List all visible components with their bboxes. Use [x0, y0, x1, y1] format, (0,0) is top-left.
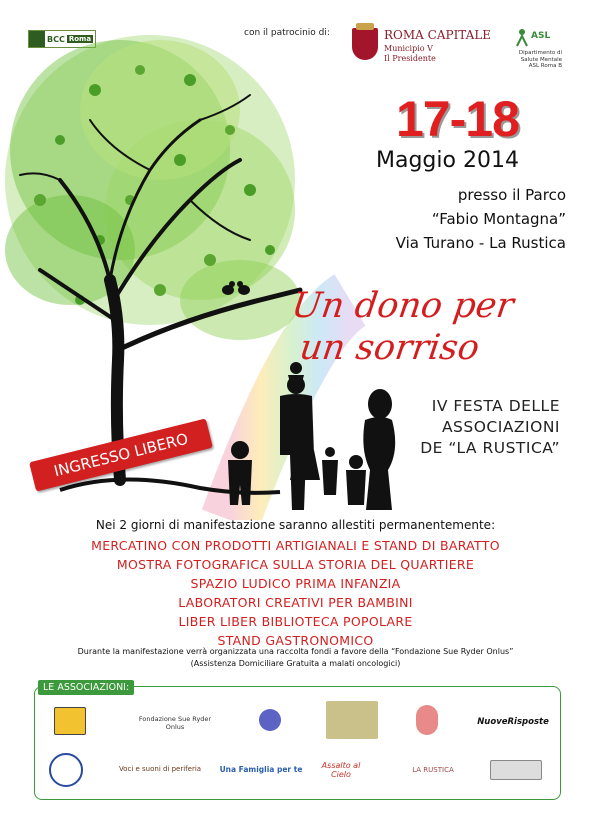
assoc-name: NuoveRisposte	[477, 717, 549, 727]
event-dates: 17-18	[396, 91, 519, 147]
roma-capitale-title: ROMA CAPITALE	[384, 28, 492, 42]
program-item: LIBER LIBER BIBLIOTECA POPOLARE	[178, 614, 413, 629]
program-list	[0, 536, 591, 650]
assoc-logo-7	[42, 750, 90, 790]
festa-line-2: ASSOCIAZIONI	[441, 418, 560, 436]
fundraising-note: Durante la manifestazione verrà organizzata una raccolta fondi a favore della “Fondazione Sue Ryder Onlus”	[77, 647, 514, 656]
program-item: SPAZIO LUDICO PRIMA INFANZIA	[190, 576, 401, 591]
assoc-logo-nuove-risposte	[477, 710, 549, 734]
assoc-name: Fondazione Sue Ryder Onlus	[138, 715, 212, 731]
asl-line-2: Salute Mentale	[520, 56, 562, 63]
program-item: MOSTRA FOTOGRAFICA SULLA STORIA DEL QUARTIERE	[116, 557, 475, 572]
tree-canopy	[5, 35, 300, 340]
event-place	[380, 183, 566, 255]
assoc-name: Una Famiglia per te	[219, 764, 303, 774]
title-line-2: un sorriso	[297, 328, 482, 368]
assoc-logo-una-famiglia	[218, 758, 304, 780]
program-item: MERCATINO CON PRODOTTI ARTIGIANALI E STAND DI BARATTO	[91, 538, 500, 553]
presidente-label: Il Presidente	[384, 54, 436, 63]
festa-line-1: IV FESTA DELLE	[431, 397, 560, 415]
assoc-logo-3	[240, 700, 300, 740]
program-lead: Nei 2 giorni di manifestazione saranno allestiti permanentemente:	[95, 518, 496, 532]
ingresso-libero-badge: INGRESSO LIBERO	[29, 418, 213, 491]
assoc-name: Assalto al Cielo	[321, 761, 361, 779]
place-line-1: presso il Parco	[457, 186, 566, 204]
assoc-name: Voci e suoni di periferia	[118, 765, 202, 773]
bcc-logo-text: BCC	[47, 34, 65, 44]
asl-line-3: ASL Roma B	[528, 63, 562, 69]
bcc-logo-text-roma: Roma	[68, 35, 92, 43]
place-line-3: Via Turano - La Rustica	[395, 234, 566, 252]
festa-heading	[350, 396, 560, 459]
asl-logo-text: ASL	[531, 31, 551, 41]
municipio-label: Municipio V	[384, 44, 433, 53]
patrocinio-label: con il patrocinio di:	[244, 28, 330, 38]
assoc-logo-assalto-cielo	[316, 750, 366, 790]
program-item: LABORATORI CREATIVI PER BAMBINI	[178, 595, 413, 610]
asl-line-1: Dipartimento di	[518, 50, 562, 56]
assoc-logo-voci-suoni	[112, 758, 208, 780]
assoc-logo-4	[324, 700, 380, 740]
fundraising-note-detail: (Assistenza Domiciliare Gratuita a malati oncologici)	[190, 659, 401, 668]
program-item: STAND GASTRONOMICO	[217, 633, 374, 648]
title-line-1: Un dono per	[289, 286, 517, 326]
assoc-logo-12	[486, 752, 546, 788]
assoc-name: LA RUSTICA	[412, 766, 454, 774]
assoc-logo-sue-ryder	[136, 708, 214, 738]
place-line-2: “Fabio Montagna”	[431, 210, 566, 228]
assoc-logo-1	[40, 700, 100, 742]
festa-line-3: DE “LA RUSTICA”	[420, 439, 560, 457]
assoc-logo-la-rustica	[400, 752, 466, 788]
associazioni-label: LE ASSOCIAZIONI:	[38, 680, 134, 695]
event-month: Maggio 2014	[376, 148, 519, 173]
assoc-logo-5	[402, 700, 452, 740]
